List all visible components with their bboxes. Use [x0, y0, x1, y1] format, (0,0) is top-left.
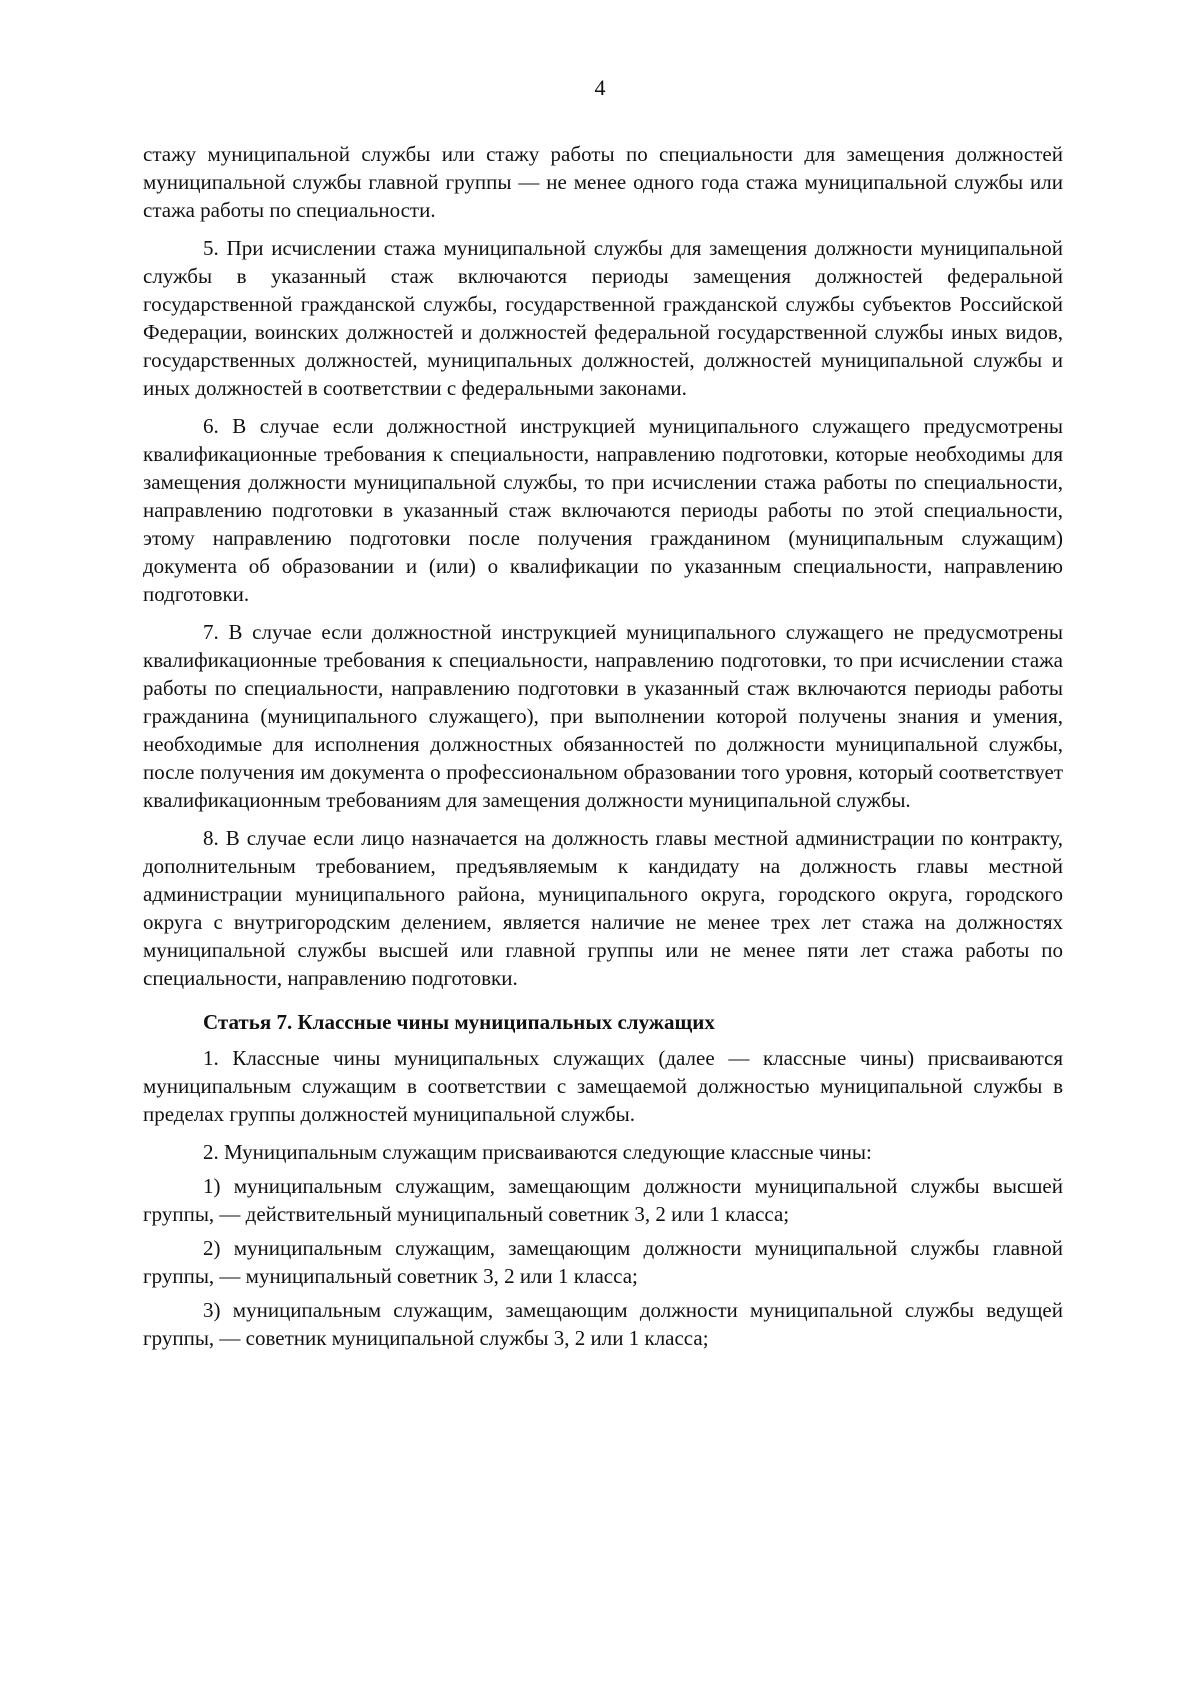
paragraph-8: 8. В случае если лицо назначается на должность главы местной администрации по контракту, дополнительным требованием, предъявляемым к кандидату на должность главы местной администрации муниципального района, муниципального округа, городского округа, городского округа с внутригородским делением, является наличие не менее трех лет стажа на должностях муниципальной службы высшей или главной группы или не менее пяти лет стажа работы по специальности, направлению подготовки. [143, 826, 1063, 990]
list-item-1: 1) муниципальным служащим, замещающим должности муниципальной службы высшей группы, — действительный муниципальный советник 3, 2 или 1 класса; [143, 1174, 1063, 1226]
paragraph-7: 7. В случае если должностной инструкцией муниципального служащего не предусмотрены квалификационные требования к специальности, направлению подготовки, то при исчислении стажа работы по специальности, направлению подготовки в указанный стаж включаются периоды работы гражданина (муниципального служащего), при выполнении которой получены знания и умения, необходимые для исполнения должностных обязанностей по должности муниципальной службы, после получения им документа о профессиональном образовании того уровня, который соответствует квалификационным требованиям для замещения должности муниципальной службы. [143, 620, 1063, 812]
paragraph-6: 6. В случае если должностной инструкцией муниципального служащего предусмотрены квалификационные требования к специальности, направлению подготовки, которые необходимы для замещения должности муниципальной службы, то при исчислении стажа работы по специальности, направлению подготовки в указанный стаж включаются периоды работы по этой специальности, этому направлению подготовки после получения гражданином (муниципальным служащим) документа об образовании и (или) о квалификации по указанным специальности, направлению подготовки. [143, 414, 1063, 606]
list-item-2: 2) муниципальным служащим, замещающим должности муниципальной службы главной группы, — муниципальный советник 3, 2 или 1 класса; [143, 1236, 1063, 1288]
list-item-3: 3) муниципальным служащим, замещающим должности муниципальной службы ведущей группы, — советник муниципальной службы 3, 2 или 1 класса; [143, 1298, 1063, 1350]
document-body [143, 140, 1063, 1358]
page-number: 4 [594, 75, 606, 100]
paragraph-5: 5. При исчислении стажа муниципальной службы для замещения должности муниципальной службы в указанный стаж включаются периоды замещения должностей федеральной государственной гражданской службы, государственной гражданской службы субъектов Российской Федерации, воинских должностей и должностей федеральной государственной службы иных видов, государственных должностей, муниципальных должностей, должностей муниципальной службы и иных должностей в соответствии с федеральными законами. [143, 236, 1063, 400]
article-paragraph-2: 2. Муниципальным служащим присваиваются следующие классные чины: [203, 1140, 872, 1164]
article-paragraph-1: 1. Классные чины муниципальных служащих (далее — классные чины) присваиваются муниципальным служащим в соответствии с замещаемой должностью муниципальной службы в пределах группы должностей муниципальной службы. [143, 1046, 1063, 1126]
article-heading: Статья 7. Классные чины муниципальных служащих [203, 1010, 715, 1034]
paragraph-continuation: стажу муниципальной службы или стажу работы по специальности для замещения должностей муниципальной службы главной группы — не менее одного года стажа муниципальной службы или стажа работы по специальности. [143, 142, 1063, 222]
